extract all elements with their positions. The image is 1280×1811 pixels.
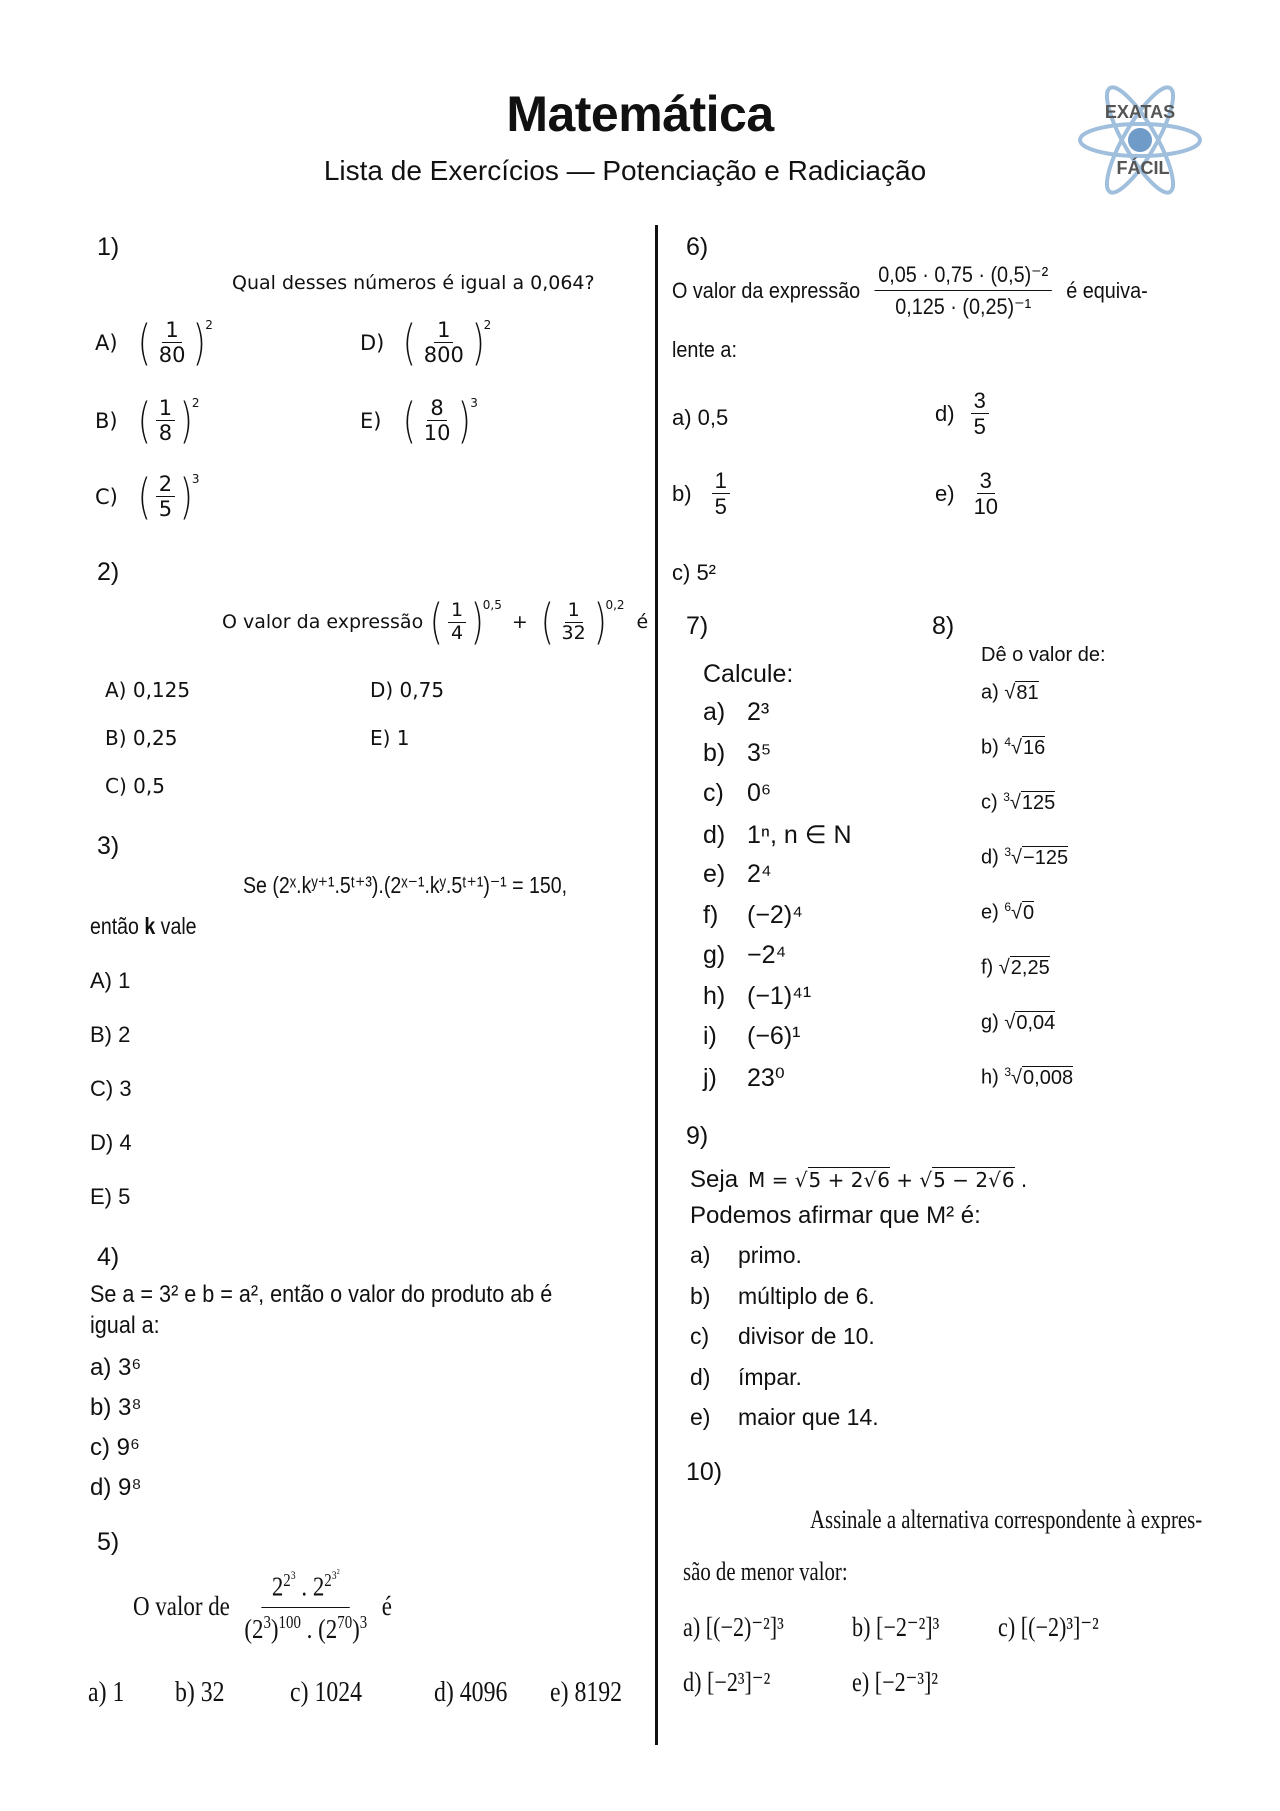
q9-expression: Seja M = √5 + 2√6 + √5 − 2√6 . (690, 1166, 1028, 1193)
q8-item: c) $^3$√125 (981, 790, 1056, 814)
q5-option-d: d) 4096 (434, 1677, 508, 1708)
q7-item: d) 1ⁿ, n ∈ N (703, 820, 852, 849)
q7-number: 7) (686, 612, 709, 640)
q10-option-b: b) [−2⁻²]³ (852, 1612, 940, 1642)
q9-option: b) múltiplo de 6. (690, 1282, 875, 1309)
q5-option-e: e) 8192 (550, 1677, 623, 1708)
q8-item: h) $^3$√0,008 (981, 1065, 1074, 1089)
q7-item: h) (−1)⁴¹ (703, 981, 812, 1010)
q1-option-e: E) ( $\frac{8}{10}$ ) 3 (360, 392, 478, 449)
q6-option-b: b) $\frac{1}{5}$ (672, 468, 732, 520)
q8-item: e) $^6$√0 (981, 900, 1035, 924)
q5-option-b: b) 32 (175, 1677, 225, 1708)
q2-number: 2) (97, 558, 120, 586)
q7-item: b) 3⁵ (703, 738, 772, 767)
q3-option-a: A) 1 (90, 968, 131, 993)
q3-statement: então k vale (90, 913, 197, 939)
q6-option-c: c) 5² (672, 560, 716, 585)
q2-option-c: C) 0,5 (105, 774, 165, 798)
q7-item: e) 2⁴ (703, 860, 772, 888)
q8-item: f) √2,25 (981, 956, 1050, 979)
q8-number: 8) (932, 612, 955, 640)
q2-option-b: B) 0,25 (105, 726, 178, 750)
q10-line2: são de menor valor: (683, 1557, 848, 1586)
q8-item: d) $^3$√−125 (981, 845, 1069, 869)
q4-option-d: d) 9⁸ (90, 1474, 142, 1501)
q10-number: 10) (686, 1458, 723, 1486)
q1-option-d: D) ( $\frac{1}{800}$ ) 2 (360, 314, 492, 371)
q2-option-d: D) 0,75 (370, 678, 445, 702)
q10-option-c: c) [(−2)³]⁻² (998, 1612, 1099, 1642)
exatas-facil-logo (1075, 78, 1205, 203)
q4-line1: Se a = 3² e b = a², então o valor do produto ab é (90, 1281, 553, 1308)
q7-item: f) (−2)⁴ (703, 900, 803, 929)
q6-option-d: d) $\frac{3}{5}$ (935, 388, 991, 440)
q5-option-c: c) 1024 (290, 1677, 363, 1708)
q4-line2: igual a: (90, 1312, 160, 1339)
q7-item: g) −2⁴ (703, 941, 787, 969)
page-title: Matemática (506, 86, 774, 142)
q7-item: j) 23⁰ (703, 1063, 785, 1092)
q9-option: a) primo. (690, 1242, 802, 1268)
q10-line1: Assinale a alternativa correspondente à expres- (810, 1505, 1203, 1534)
q3-option-b: B) 2 (90, 1022, 131, 1047)
q3-option-c: C) 3 (90, 1076, 132, 1101)
column-divider (655, 225, 658, 1745)
q8-items (981, 680, 1073, 1120)
q10-option-d: d) [−2³]⁻² (683, 1667, 771, 1697)
q5-number: 5) (97, 1528, 120, 1556)
q8-item: b) $^4$√16 (981, 735, 1046, 759)
q4-number: 4) (97, 1243, 120, 1271)
svg-text:FÁCIL: FÁCIL (1116, 158, 1170, 178)
q9-option: d) ímpar. (690, 1363, 802, 1390)
q7-prompt: Calcule: (703, 660, 794, 688)
q6-line2: lente a: (672, 337, 737, 362)
q7-item: c) 0⁶ (703, 779, 772, 807)
q7-item: i) (−6)¹ (703, 1022, 801, 1050)
q7-items (703, 698, 852, 1103)
q2-option-e: E) 1 (370, 726, 410, 750)
q10-option-e: e) [−2⁻³]² (852, 1667, 939, 1697)
q5-expression: O valor de $\frac{2^{2^3} . 2^{2^{3^2}}}{(2^3)^{100} . (2^{70})^3}$ é (133, 1567, 392, 1644)
q1-prompt: Qual desses números é igual a 0,064? (232, 272, 595, 294)
q1-option-a: A) ( $\frac{1}{80}$ ) 2 (95, 314, 213, 371)
q8-prompt: Dê o valor de: (981, 644, 1106, 666)
q9-options (690, 1242, 879, 1445)
q1-number: 1) (97, 233, 120, 261)
q8-item: a) √81 (981, 681, 1039, 704)
q4-option-a: a) 3⁶ (90, 1354, 142, 1381)
q5-option-a: a) 1 (88, 1677, 125, 1708)
q9-option: e) maior que 14. (690, 1404, 879, 1430)
q3-option-e: E) 5 (90, 1184, 131, 1209)
svg-text:EXATAS: EXATAS (1104, 102, 1176, 122)
q1-option-b: B) ( $\frac{1}{8}$ ) 2 (95, 392, 200, 449)
q9-option: c) divisor de 10. (690, 1323, 875, 1349)
q1-option-c: C) ( $\frac{2}{5}$ ) 3 (95, 468, 200, 525)
q6-number: 6) (686, 233, 709, 261)
q3-option-d: D) 4 (90, 1130, 132, 1155)
q2-option-a: A) 0,125 (105, 678, 191, 702)
q9-number: 9) (686, 1122, 709, 1150)
q6-option-e: e) $\frac{3}{10}$ (935, 468, 999, 520)
q3-number: 3) (97, 832, 120, 860)
q8-item: g) √0,04 (981, 1011, 1056, 1034)
page-subtitle: Lista de Exercícios — Potenciação e Radiciação (323, 155, 927, 186)
q3-expression: Se (2ˣ.kʸ⁺¹.5ᵗ⁺³).(2ˣ⁻¹.kʸ.5ᵗ⁺¹)⁻¹ = 150, (243, 872, 568, 898)
q7-item: a) 2³ (703, 698, 770, 726)
q9-line2: Podemos afirmar que M² é: (690, 1202, 981, 1229)
q6-option-a: a) 0,5 (672, 405, 729, 430)
q4-option-b: b) 3⁸ (90, 1394, 142, 1421)
q10-option-a: a) [(−2)⁻²]³ (683, 1612, 784, 1642)
q2-expression: O valor da expressão ( $\frac{1}{4}$ ) 0,5 + ( $\frac{1}{32}$ ) 0,2 é (222, 594, 649, 650)
q4-option-c: c) 9⁶ (90, 1434, 140, 1461)
q6-expression: O valor da expressão $\frac{\text{0,05 · 0,75 · (0,5)⁻²}}{\text{0,125 · (0,25)⁻¹}}$ é equiva- (672, 262, 1148, 320)
